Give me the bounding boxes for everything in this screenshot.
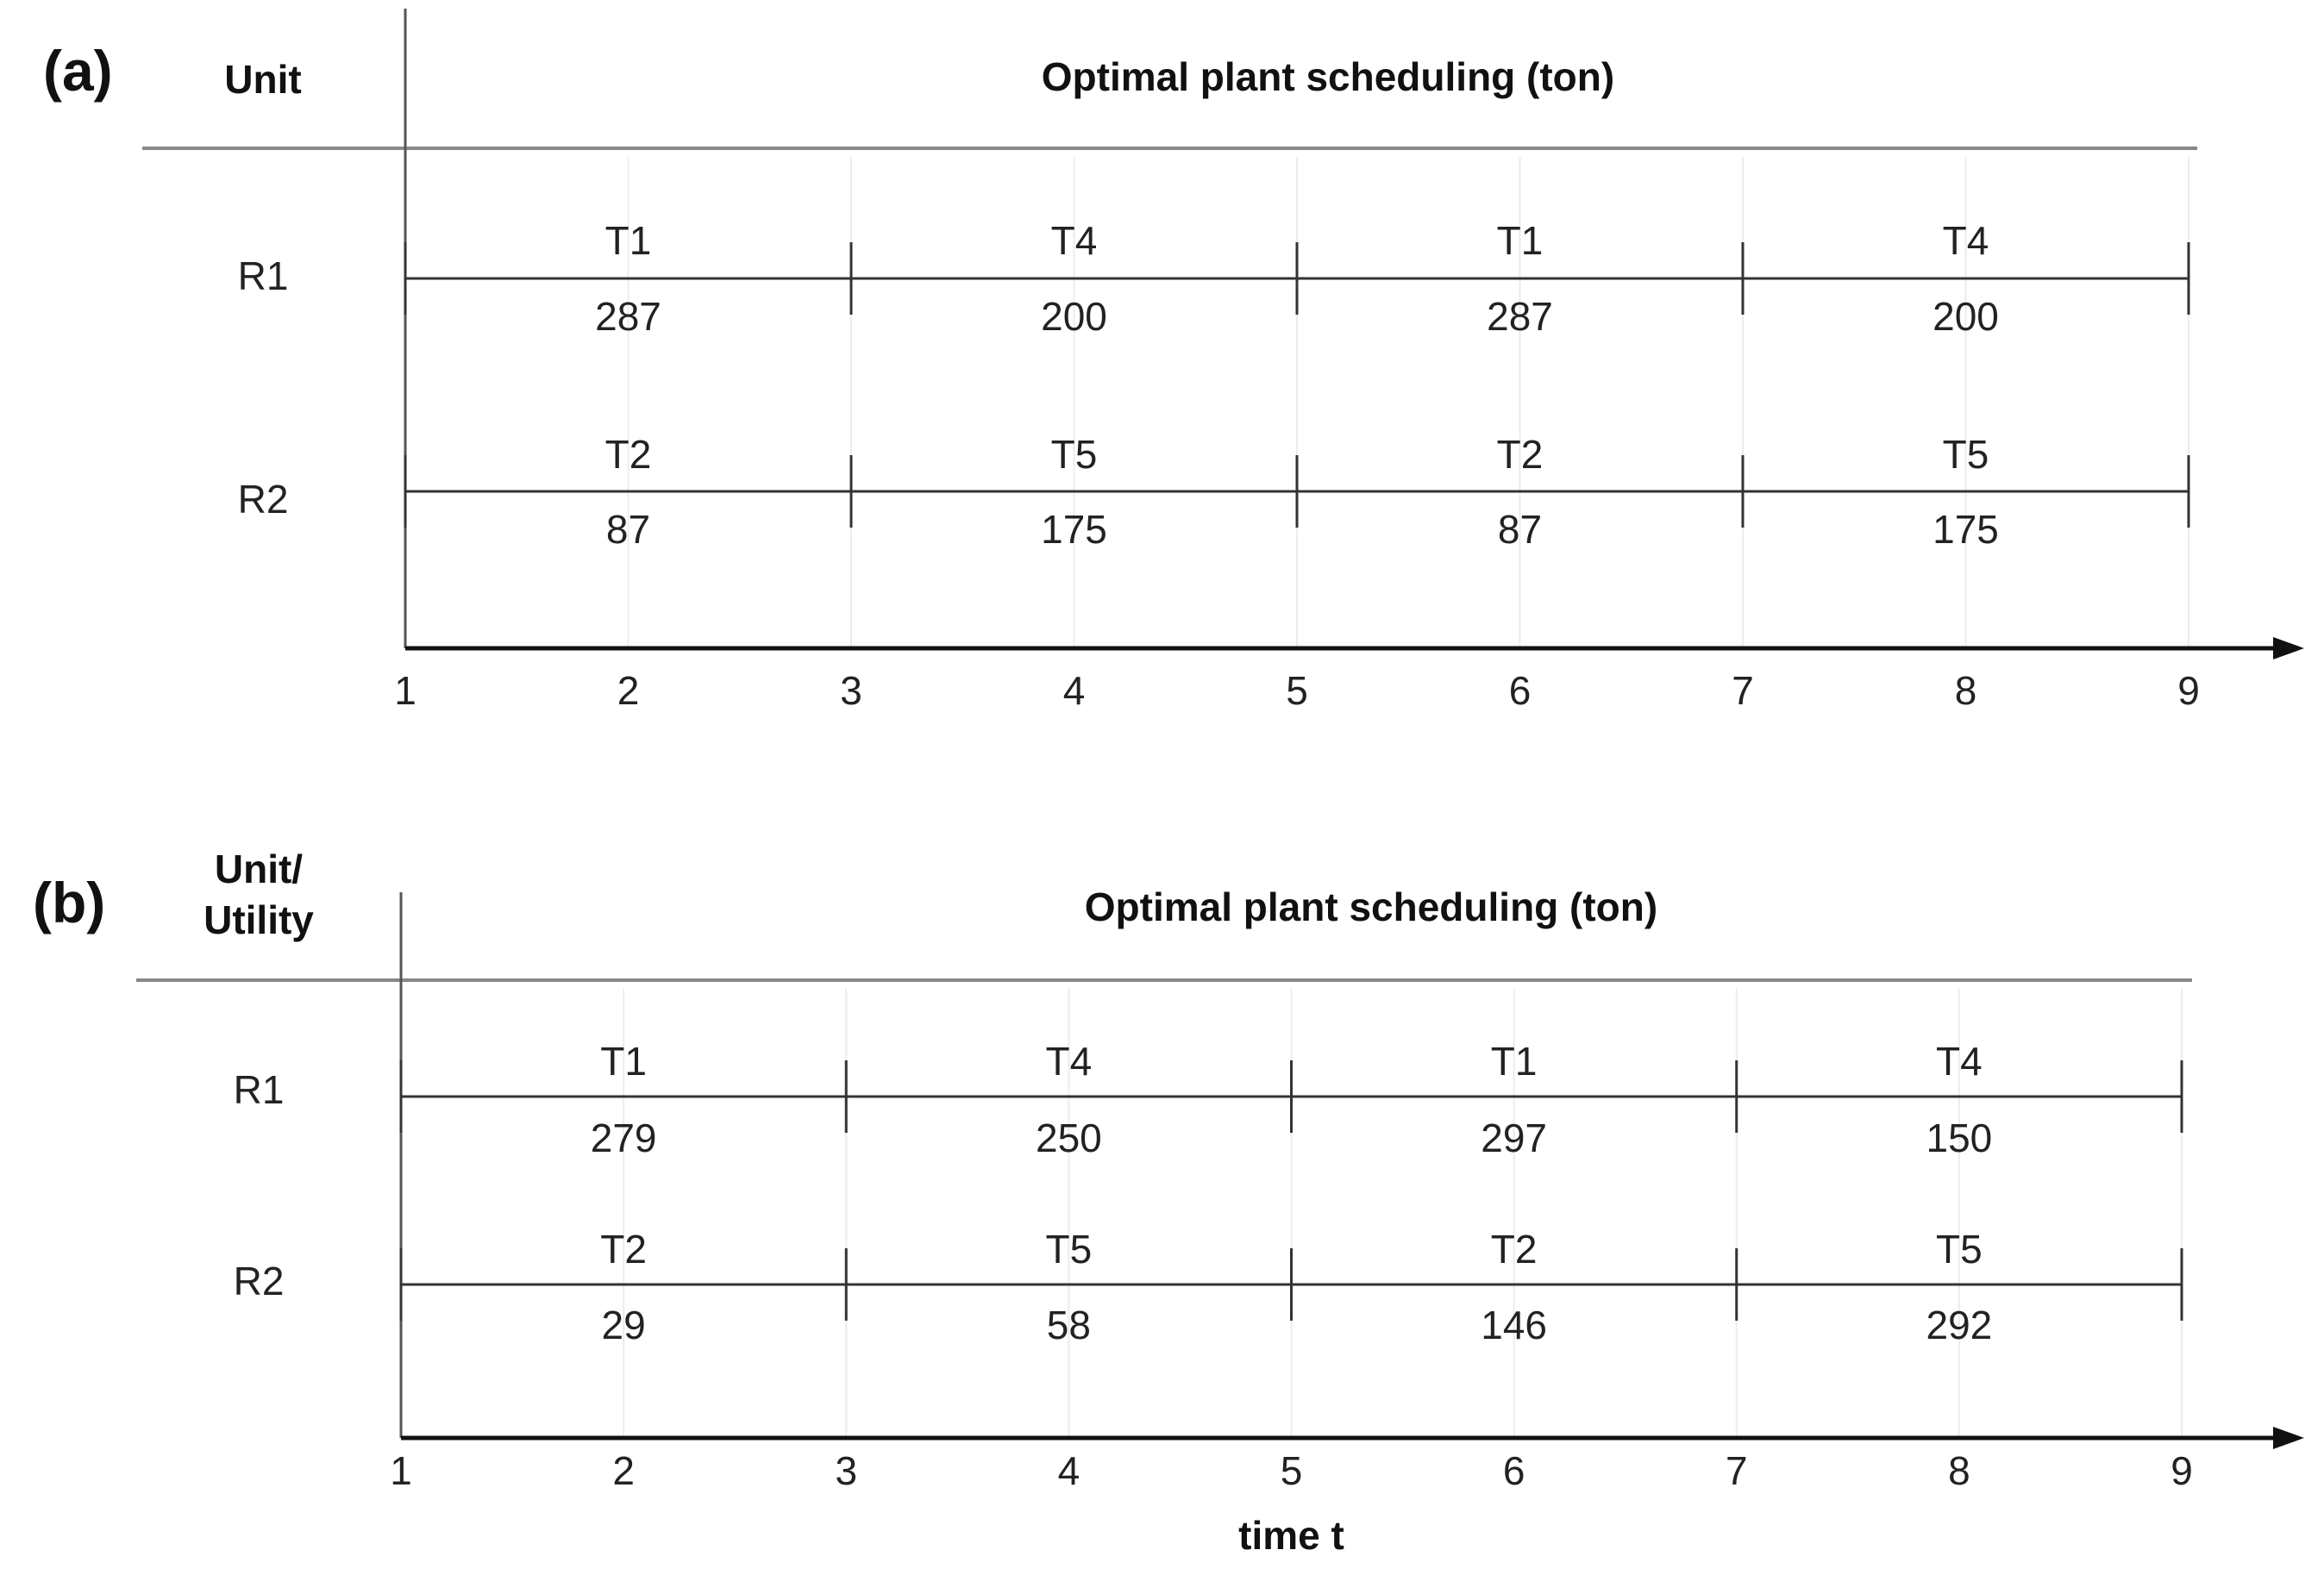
axis-title: time t <box>1238 1513 1344 1558</box>
tick-label: 4 <box>1057 1448 1081 1493</box>
panel-title: Optimal plant scheduling (ton) <box>1041 54 1615 99</box>
panel-title: Optimal plant scheduling (ton) <box>1084 884 1658 929</box>
quantity-label: 297 <box>1481 1116 1547 1160</box>
tick-label: 1 <box>390 1448 412 1493</box>
quantity-label: 279 <box>590 1116 657 1160</box>
quantity-label: 175 <box>1932 507 1999 552</box>
task-label: T1 <box>1496 218 1544 263</box>
quantity-label: 287 <box>595 294 661 339</box>
task-label: T4 <box>1045 1039 1093 1084</box>
quantity-label: 287 <box>1487 294 1553 339</box>
task-label: T4 <box>1050 218 1098 263</box>
tick-label: 8 <box>1954 668 1977 713</box>
tick-label: 7 <box>1725 1448 1748 1493</box>
unit-label: R1 <box>233 1067 285 1112</box>
task-label: T4 <box>1936 1039 1983 1084</box>
unit-header: Unit <box>224 57 302 102</box>
tick-label: 7 <box>1732 668 1754 713</box>
tick-label: 6 <box>1502 1448 1525 1493</box>
quantity-label: 250 <box>1036 1116 1102 1160</box>
panel-label: (a) <box>43 39 113 103</box>
quantity-label: 29 <box>601 1303 646 1347</box>
task-label: T5 <box>1050 432 1098 477</box>
task-label: T2 <box>1490 1227 1538 1272</box>
tick-label: 3 <box>835 1448 858 1493</box>
axis-arrow <box>2273 1427 2304 1449</box>
tick-label: 9 <box>2171 1448 2193 1493</box>
quantity-label: 87 <box>1497 507 1543 552</box>
quantity-label: 146 <box>1481 1303 1547 1347</box>
tick-label: 4 <box>1062 668 1086 713</box>
unit-label: R2 <box>237 477 289 522</box>
task-label: T2 <box>604 432 652 477</box>
tick-label: 2 <box>612 1448 635 1493</box>
tick-label: 2 <box>617 668 640 713</box>
quantity-label: 200 <box>1041 294 1107 339</box>
unit-header: Utility <box>204 897 314 942</box>
tick-label: 8 <box>1948 1448 1970 1493</box>
unit-header: Unit/ <box>214 847 304 891</box>
tick-label: 6 <box>1508 668 1532 713</box>
unit-label: R1 <box>237 253 289 298</box>
task-label: T1 <box>1490 1039 1538 1084</box>
quantity-label: 58 <box>1046 1303 1091 1347</box>
tick-label: 5 <box>1280 1448 1303 1493</box>
tick-label: 9 <box>2177 668 2200 713</box>
quantity-label: 150 <box>1926 1116 1993 1160</box>
task-label: T1 <box>600 1039 647 1084</box>
task-label: T5 <box>1936 1227 1983 1272</box>
tick-label: 5 <box>1286 668 1308 713</box>
task-label: T4 <box>1942 218 1989 263</box>
task-label: T5 <box>1942 432 1989 477</box>
quantity-label: 175 <box>1041 507 1107 552</box>
unit-label: R2 <box>233 1259 285 1303</box>
axis-arrow <box>2273 637 2304 659</box>
quantity-label: 292 <box>1926 1303 1993 1347</box>
task-label: T2 <box>1496 432 1544 477</box>
task-label: T1 <box>604 218 652 263</box>
tick-label: 1 <box>394 668 417 713</box>
panel-label: (b) <box>33 871 106 934</box>
quantity-label: 87 <box>605 507 651 552</box>
tick-label: 3 <box>840 668 862 713</box>
quantity-label: 200 <box>1932 294 1999 339</box>
task-label: T2 <box>600 1227 647 1272</box>
task-label: T5 <box>1045 1227 1093 1272</box>
